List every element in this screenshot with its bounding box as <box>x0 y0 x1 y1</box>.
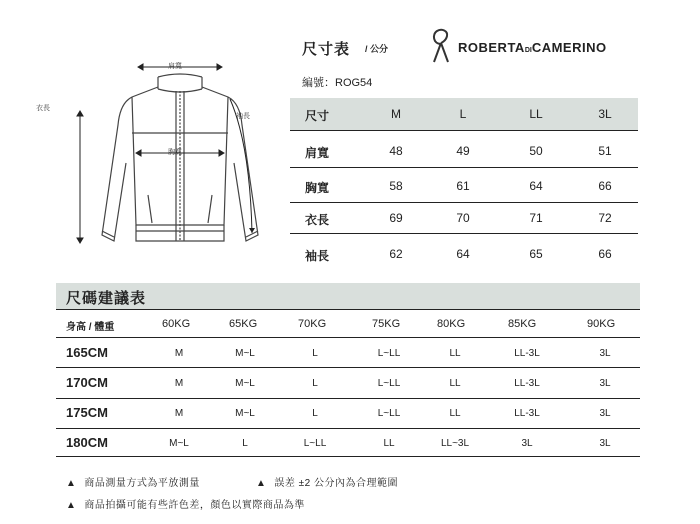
weight-col: 65KG <box>229 318 258 330</box>
triangle-icon: ▲ <box>256 478 267 489</box>
size-suggestion: M <box>174 348 184 359</box>
size-cell: 70 <box>456 211 470 225</box>
size-suggestion: M <box>174 408 184 419</box>
weight-col: 60KG <box>162 318 191 330</box>
size-col-l: L <box>459 107 467 121</box>
size-cell: 58 <box>389 179 403 193</box>
size-suggestion: L <box>312 348 318 359</box>
size-row-label: 袖長 <box>305 249 330 263</box>
recommendation-rule <box>56 337 640 338</box>
size-suggestion: LL~3L <box>440 438 470 449</box>
weight-col: 90KG <box>587 318 616 330</box>
size-suggestion: M~L <box>235 408 255 419</box>
size-suggestion: LL <box>449 408 461 419</box>
size-table-rule <box>290 167 638 168</box>
shoulder-label: 肩寬 <box>168 63 182 70</box>
size-cell: 61 <box>456 179 470 193</box>
size-suggestion: M~L <box>235 348 255 359</box>
size-suggestion: 3L <box>521 438 533 449</box>
size-row-label: 衣長 <box>305 213 330 227</box>
recommendation-rule <box>56 309 640 310</box>
length-label: 衣長 <box>36 105 50 112</box>
recommendation-corner: 身高 / 體重 <box>66 322 115 333</box>
size-suggestion: 3L <box>599 348 611 359</box>
height-row-label: 170CM <box>66 375 108 390</box>
size-cell: 62 <box>389 247 403 261</box>
size-suggestion: L <box>312 408 318 419</box>
size-cell: 66 <box>598 179 612 193</box>
size-cell: 65 <box>529 247 543 261</box>
size-col-m: M <box>391 107 401 121</box>
triangle-icon: ▲ <box>66 500 77 511</box>
size-cell: 72 <box>598 211 612 225</box>
size-cell: 64 <box>456 247 470 261</box>
size-suggestion: L <box>312 378 318 389</box>
size-cell: 66 <box>598 247 612 261</box>
size-suggestion: L~LL <box>377 408 401 419</box>
size-cell: 69 <box>389 211 403 225</box>
height-row-label: 180CM <box>66 435 108 450</box>
size-suggestion: M <box>174 378 184 389</box>
size-suggestion: M~L <box>169 438 189 449</box>
size-row-label: 胸寬 <box>305 181 330 195</box>
brand-small: DI <box>524 47 532 54</box>
size-suggestion: 3L <box>599 378 611 389</box>
size-suggestion: LL <box>449 378 461 389</box>
brand-main: ROBERTA <box>458 40 525 55</box>
recommendation-rule <box>56 398 640 399</box>
unit-label: / 公分 <box>365 44 389 54</box>
size-table-corner: 尺寸 <box>305 109 330 123</box>
size-suggestion: L~LL <box>303 438 327 449</box>
size-cell: 71 <box>529 211 543 225</box>
brand-name <box>458 40 607 55</box>
recommendation-title: 尺碼建議表 <box>66 290 147 307</box>
note-measurement <box>66 474 200 489</box>
jacket-outline-icon <box>40 55 280 265</box>
size-cell: 64 <box>529 179 543 193</box>
size-cell: 50 <box>529 144 543 158</box>
chest-label: 胸寬 <box>168 149 182 156</box>
size-cell: 51 <box>598 144 612 158</box>
sleeve-label: 袖長 <box>236 113 250 120</box>
weight-col: 85KG <box>508 318 537 330</box>
height-row-label: 175CM <box>66 405 108 420</box>
size-suggestion: L <box>242 438 248 449</box>
note-tolerance <box>256 474 398 489</box>
size-suggestion: L~LL <box>377 378 401 389</box>
height-row-label: 165CM <box>66 345 108 360</box>
weight-col: 75KG <box>372 318 401 330</box>
size-suggestion: 3L <box>599 408 611 419</box>
note-color-text: 商品拍攝可能有些許色差，顏色以實際商品為準 <box>84 500 305 511</box>
recommendation-rule <box>56 428 640 429</box>
size-suggestion: LL <box>449 348 461 359</box>
product-code: 編號：ROG54 <box>302 77 373 89</box>
size-table-rule <box>290 202 638 203</box>
brand-end: CAMERINO <box>531 40 607 55</box>
size-suggestion: LL-3L <box>514 348 540 359</box>
size-suggestion: LL <box>383 438 395 449</box>
size-col-3l: 3L <box>598 107 612 121</box>
triangle-icon: ▲ <box>66 478 77 489</box>
note-color <box>66 496 305 511</box>
size-table-rule <box>290 130 638 131</box>
size-cell: 48 <box>389 144 403 158</box>
size-suggestion: 3L <box>599 438 611 449</box>
recommendation-rule <box>56 367 640 368</box>
weight-col: 70KG <box>298 318 327 330</box>
recommendation-rule <box>56 456 640 457</box>
page-title: 尺寸表 <box>302 41 351 58</box>
size-cell: 49 <box>456 144 470 158</box>
size-suggestion: M~L <box>235 378 255 389</box>
brand-logo-icon <box>428 26 454 66</box>
size-suggestion: L~LL <box>377 348 401 359</box>
size-suggestion: LL-3L <box>514 408 540 419</box>
jacket-diagram <box>36 55 280 265</box>
size-table-rule <box>290 233 638 234</box>
note-measurement-text: 商品測量方式為平放測量 <box>84 478 200 489</box>
size-suggestion: LL-3L <box>514 378 540 389</box>
weight-col: 80KG <box>437 318 466 330</box>
note-tolerance-text: 誤差 ±2 公分內為合理範圍 <box>274 478 399 489</box>
size-col-ll: LL <box>529 107 543 121</box>
size-row-label: 肩寬 <box>305 146 330 160</box>
